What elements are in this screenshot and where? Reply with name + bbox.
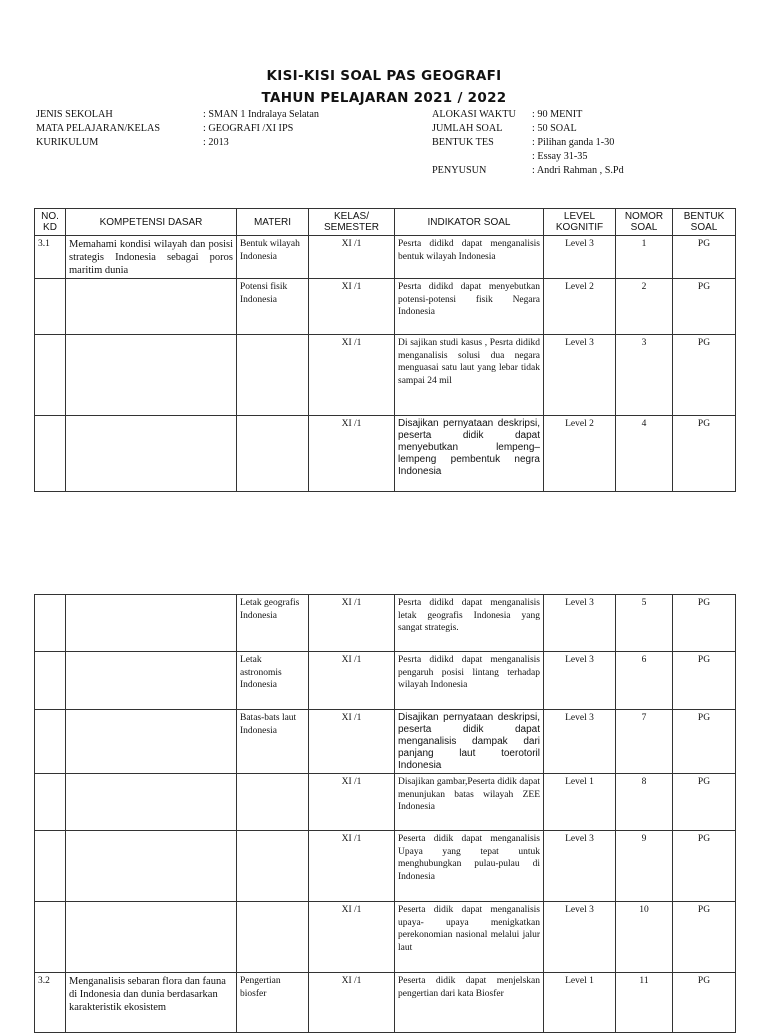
cell-kelas: XI /1 bbox=[309, 831, 395, 902]
cell-kelas: XI /1 bbox=[309, 710, 395, 774]
cell-kd: 3.2 bbox=[35, 973, 66, 1033]
cell-level: Level 3 bbox=[544, 236, 616, 279]
cell-bentuk: PG bbox=[673, 416, 736, 492]
cell-kompetensi bbox=[66, 710, 237, 774]
cell-bentuk: PG bbox=[673, 652, 736, 710]
cell-kd bbox=[35, 416, 66, 492]
kisi-kisi-table-page2 bbox=[34, 594, 736, 1033]
cell-level: Level 3 bbox=[544, 831, 616, 902]
cell-kd bbox=[35, 652, 66, 710]
cell-level: Level 1 bbox=[544, 774, 616, 831]
cell-indikator: Peserta didik dapat menganalisis Upaya yang tepat untuk menghubungkan pulau-pulau di Indonesia bbox=[395, 831, 544, 902]
cell-kelas: XI /1 bbox=[309, 335, 395, 416]
meta-label-kurikulum: KURIKULUM bbox=[36, 137, 99, 148]
meta-value-kurikulum: : 2013 bbox=[203, 137, 229, 148]
cell-level: Level 3 bbox=[544, 710, 616, 774]
cell-level: Level 2 bbox=[544, 416, 616, 492]
table-row bbox=[35, 831, 736, 902]
cell-indikator: Pesrta didikd dapat menganalisis bentuk wilayah Indonesia bbox=[395, 236, 544, 279]
cell-indikator: Disajikan gambar,Peserta didik dapat menunjukan batas wilayah ZEE Indonesia bbox=[395, 774, 544, 831]
table-row bbox=[35, 652, 736, 710]
cell-level: Level 3 bbox=[544, 595, 616, 652]
cell-kelas: XI /1 bbox=[309, 652, 395, 710]
cell-materi: Pengertian biosfer bbox=[237, 973, 309, 1033]
meta-label-alokasi-waktu: ALOKASI WAKTU bbox=[432, 109, 516, 120]
cell-kompetensi bbox=[66, 595, 237, 652]
kisi-kisi-table-page1 bbox=[34, 208, 736, 492]
cell-kd bbox=[35, 902, 66, 973]
cell-indikator: Disajikan pernyataan deskripsi, peserta didik dapat menyebutkan lempeng–lempeng pembentuk negra Indonesia bbox=[395, 416, 544, 492]
cell-level: Level 3 bbox=[544, 335, 616, 416]
header-kelas-semester: KELAS/ SEMESTER bbox=[309, 209, 395, 236]
cell-kd bbox=[35, 279, 66, 335]
cell-kompetensi: Menganalisis sebaran flora dan fauna di Indonesia dan dunia berdasarkan karakteristik ekosistem bbox=[66, 973, 237, 1033]
cell-bentuk: PG bbox=[673, 335, 736, 416]
table-row bbox=[35, 710, 736, 774]
meta-value-bentuk-tes-essay: : Essay 31-35 bbox=[532, 151, 588, 162]
cell-kelas: XI /1 bbox=[309, 236, 395, 279]
cell-kelas: XI /1 bbox=[309, 416, 395, 492]
header-indikator-soal: INDIKATOR SOAL bbox=[395, 209, 544, 236]
table-header-row bbox=[35, 209, 736, 236]
header-no-kd: NO. KD bbox=[35, 209, 66, 236]
cell-nomor: 10 bbox=[616, 902, 673, 973]
table-row bbox=[35, 279, 736, 335]
cell-kompetensi bbox=[66, 335, 237, 416]
cell-bentuk: PG bbox=[673, 236, 736, 279]
cell-kelas: XI /1 bbox=[309, 774, 395, 831]
header-bentuk-soal: BENTUK SOAL bbox=[673, 209, 736, 236]
document-title: KISI-KISI SOAL PAS GEOGRAFI bbox=[266, 68, 502, 84]
cell-bentuk: PG bbox=[673, 279, 736, 335]
meta-value-jenis-sekolah: : SMAN 1 Indralaya Selatan bbox=[203, 109, 319, 120]
cell-kompetensi bbox=[66, 652, 237, 710]
cell-bentuk: PG bbox=[673, 973, 736, 1033]
cell-kompetensi bbox=[66, 279, 237, 335]
cell-materi bbox=[237, 416, 309, 492]
cell-materi bbox=[237, 774, 309, 831]
cell-materi: Potensi fisik Indonesia bbox=[237, 279, 309, 335]
cell-materi: Letak astronomis Indonesia bbox=[237, 652, 309, 710]
cell-indikator: Pesrta didikd dapat menganalisis pengaruh posisi lintang terhadap wilayah Indonesia bbox=[395, 652, 544, 710]
cell-kd bbox=[35, 335, 66, 416]
cell-kompetensi bbox=[66, 902, 237, 973]
table-row bbox=[35, 595, 736, 652]
cell-bentuk: PG bbox=[673, 595, 736, 652]
table-row bbox=[35, 335, 736, 416]
table-row bbox=[35, 774, 736, 831]
cell-nomor: 1 bbox=[616, 236, 673, 279]
cell-nomor: 7 bbox=[616, 710, 673, 774]
cell-kelas: XI /1 bbox=[309, 902, 395, 973]
cell-materi: Batas-bats laut Indonesia bbox=[237, 710, 309, 774]
cell-nomor: 2 bbox=[616, 279, 673, 335]
cell-indikator: Peserta didik dapat menjelskan pengertian dari kata Biosfer bbox=[395, 973, 544, 1033]
cell-nomor: 5 bbox=[616, 595, 673, 652]
cell-kd bbox=[35, 774, 66, 831]
cell-level: Level 1 bbox=[544, 973, 616, 1033]
cell-level: Level 3 bbox=[544, 902, 616, 973]
cell-bentuk: PG bbox=[673, 774, 736, 831]
meta-label-jumlah-soal: JUMLAH SOAL bbox=[432, 123, 503, 134]
meta-value-alokasi-waktu: : 90 MENIT bbox=[532, 109, 583, 120]
cell-nomor: 6 bbox=[616, 652, 673, 710]
document-subtitle: TAHUN PELAJARAN 2021 / 2022 bbox=[261, 90, 507, 106]
cell-nomor: 8 bbox=[616, 774, 673, 831]
cell-kd bbox=[35, 595, 66, 652]
cell-indikator: Pesrta didikd dapat menganalisis letak geografis Indonesia yang sangat strategis. bbox=[395, 595, 544, 652]
cell-nomor: 9 bbox=[616, 831, 673, 902]
cell-level: Level 3 bbox=[544, 652, 616, 710]
cell-bentuk: PG bbox=[673, 831, 736, 902]
cell-indikator: Di sajikan studi kasus , Pesrta didikd menganalisis solusi dua negara menguasai satu laut yang lebar tidak sampai 24 mil bbox=[395, 335, 544, 416]
cell-indikator: Disajikan pernyataan deskripsi, peserta didik dapat menganalisis dampak dari panjang laut toerotoril Indonesia bbox=[395, 710, 544, 774]
cell-materi bbox=[237, 902, 309, 973]
meta-value-bentuk-tes: : Pilihan ganda 1-30 bbox=[532, 137, 615, 148]
cell-kelas: XI /1 bbox=[309, 595, 395, 652]
cell-kelas: XI /1 bbox=[309, 973, 395, 1033]
cell-bentuk: PG bbox=[673, 902, 736, 973]
cell-bentuk: PG bbox=[673, 710, 736, 774]
cell-indikator: Peserta didik dapat menganalisis upaya- upaya menigkatkan perekonomian nasional melalui jalur laut bbox=[395, 902, 544, 973]
cell-kompetensi bbox=[66, 831, 237, 902]
cell-nomor: 3 bbox=[616, 335, 673, 416]
cell-level: Level 2 bbox=[544, 279, 616, 335]
cell-nomor: 11 bbox=[616, 973, 673, 1033]
cell-kompetensi bbox=[66, 416, 237, 492]
table-row bbox=[35, 416, 736, 492]
cell-kompetensi bbox=[66, 774, 237, 831]
table-row bbox=[35, 902, 736, 973]
meta-label-bentuk-tes: BENTUK TES bbox=[432, 137, 494, 148]
header-nomor-soal: NOMOR SOAL bbox=[616, 209, 673, 236]
meta-label-penyusun: PENYUSUN bbox=[432, 165, 487, 176]
header-level-kognitif: LEVEL KOGNITIF bbox=[544, 209, 616, 236]
cell-kd: 3.1 bbox=[35, 236, 66, 279]
cell-kompetensi: Memahami kondisi wilayah dan posisi strategis Indonesia sebagai poros maritim dunia bbox=[66, 236, 237, 279]
cell-kd bbox=[35, 710, 66, 774]
meta-label-jenis-sekolah: JENIS SEKOLAH bbox=[36, 109, 113, 120]
cell-kelas: XI /1 bbox=[309, 279, 395, 335]
cell-materi bbox=[237, 335, 309, 416]
header-kompetensi-dasar: KOMPETENSI DASAR bbox=[66, 209, 237, 236]
table-row bbox=[35, 236, 736, 279]
header-materi: MATERI bbox=[237, 209, 309, 236]
meta-value-mata-pelajaran: : GEOGRAFI /XI IPS bbox=[203, 123, 294, 134]
cell-kd bbox=[35, 831, 66, 902]
meta-value-jumlah-soal: : 50 SOAL bbox=[532, 123, 577, 134]
cell-materi: Bentuk wilayah Indonesia bbox=[237, 236, 309, 279]
cell-materi: Letak geografis Indonesia bbox=[237, 595, 309, 652]
meta-value-penyusun: : Andri Rahman , S.Pd bbox=[532, 165, 624, 176]
cell-materi bbox=[237, 831, 309, 902]
meta-label-mata-pelajaran: MATA PELAJARAN/KELAS bbox=[36, 123, 160, 134]
cell-nomor: 4 bbox=[616, 416, 673, 492]
cell-indikator: Pesrta didikd dapat menyebutkan potensi-potensi fisik Negara Indonesia bbox=[395, 279, 544, 335]
